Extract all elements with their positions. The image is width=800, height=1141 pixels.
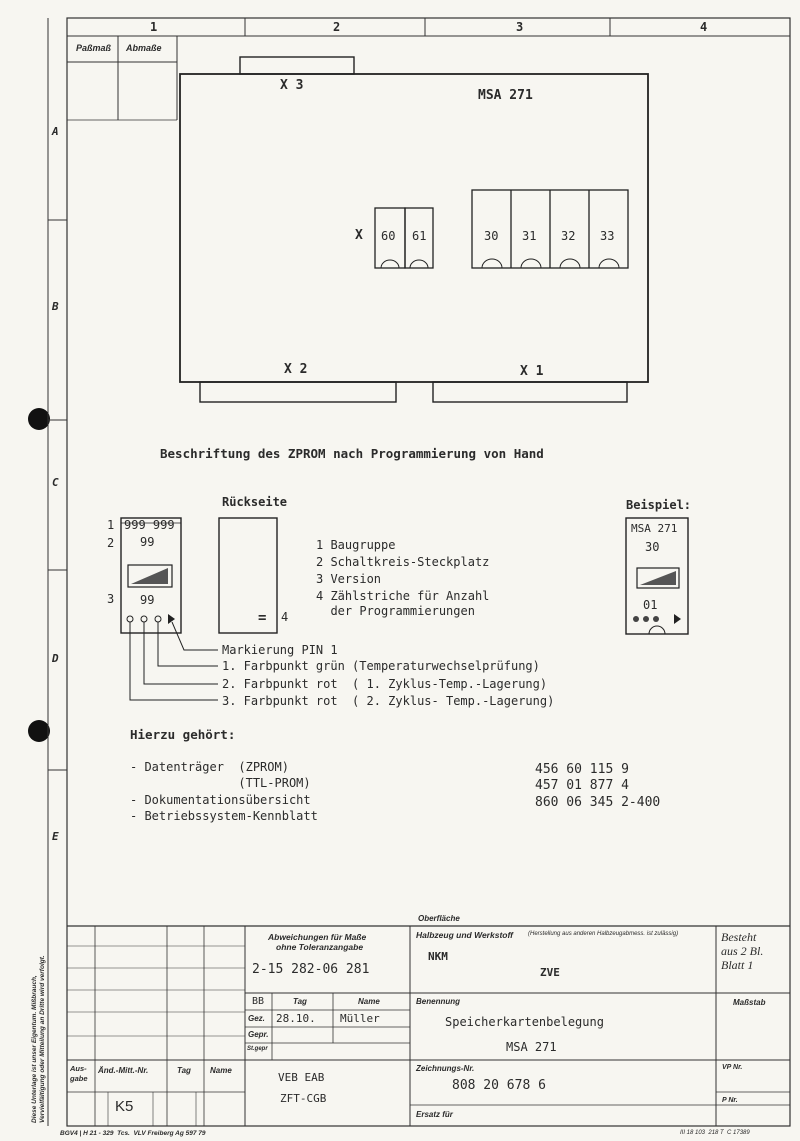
legend-1: 1 Baugruppe xyxy=(316,538,396,552)
vp-label: VP Nr. xyxy=(722,1064,743,1071)
legend-5: der Programmierungen xyxy=(316,604,475,618)
gez-date: 28.10. xyxy=(276,1012,316,1025)
abweichungen-label-2: ohne Toleranzangabe xyxy=(276,942,364,952)
company-line-1: VEB EAB xyxy=(278,1071,325,1084)
besteht-line-1: Besteht xyxy=(721,930,757,944)
marker-3: 3 xyxy=(107,592,115,606)
ausgabe-label-2: gabe xyxy=(70,1074,88,1083)
halbzeug-label: Halbzeug und Werkstoff xyxy=(416,930,513,940)
abweichungen-label-1: Abweichungen für Maße xyxy=(268,932,367,942)
eprom-line-2: 99 xyxy=(140,535,155,549)
rueckseite-mark-num: 4 xyxy=(281,610,289,624)
callout-farbpunkt-2: 2. Farbpunkt rot ( 1. Zyklus-Temp.-Lagerung) xyxy=(222,677,548,691)
row-label-e: E xyxy=(52,830,59,843)
connector-x1: X 1 xyxy=(520,364,544,379)
name2-label: Name xyxy=(210,1066,232,1075)
hierzu-number-1: 456 60 115 9 xyxy=(535,762,629,777)
ausgabe-value: K5 xyxy=(115,1098,134,1115)
company-line-2: ZFT-CGB xyxy=(280,1092,327,1105)
zeichnungs-label: Zeichnungs-Nr. xyxy=(416,1064,475,1073)
beispiel-line-2: 30 xyxy=(645,540,660,554)
column-label-4: 4 xyxy=(700,20,708,34)
benennung-line-1: Speicherkartenbelegung xyxy=(445,1015,604,1029)
socket-group-label: X xyxy=(355,228,363,243)
halbzeug-note: (Herstellung aus anderen Halbzeugabmess. ist zulässig) xyxy=(528,931,679,937)
connector-x3: X 3 xyxy=(280,78,304,93)
eprom-line-1: 999 999 xyxy=(124,518,175,532)
massstab-label: Maßstab xyxy=(733,998,766,1007)
abmasse-header: Abmaße xyxy=(126,43,162,53)
ownership-note: Diese Unterlage ist unser Eigentum. Mißbrauch, Vervielfältigung oder Mitteilung an Dritte wird verfolgt. xyxy=(31,955,46,1123)
besteht-line-2: aus 2 Bl. xyxy=(721,944,764,958)
gez-label: Gez. xyxy=(248,1014,265,1023)
hierzu-title: Hierzu gehört: xyxy=(130,727,236,742)
board-title: MSA 271 xyxy=(478,88,533,103)
ausgabe-label-1: Aus- xyxy=(70,1064,87,1073)
aend-label: Änd.-Mitt.-Nr. xyxy=(98,1066,149,1075)
eprom-line-3: 99 xyxy=(140,593,155,607)
benennung-label: Benennung xyxy=(416,997,460,1006)
column-label-2: 2 xyxy=(333,20,341,34)
benennung-line-2: MSA 271 xyxy=(506,1040,557,1054)
rueckseite-mark: = xyxy=(258,610,267,626)
hierzu-number-3: 860 06 345 2-400 xyxy=(535,795,661,810)
column-label-3: 3 xyxy=(516,20,524,34)
tag2-label: Tag xyxy=(177,1066,191,1075)
socket-30: 30 xyxy=(484,229,499,243)
row-label-c: C xyxy=(52,476,59,489)
connector-x2: X 2 xyxy=(284,362,308,377)
besteht-line-3: Blatt 1 xyxy=(721,958,754,972)
gez-name: Müller xyxy=(340,1012,380,1025)
gepr-label: Gepr. xyxy=(248,1030,269,1039)
hierzu-item-2: (TTL-PROM) xyxy=(130,776,311,790)
hierzu-item-4: - Betriebssystem-Kennblatt xyxy=(130,809,318,823)
socket-61: 61 xyxy=(412,229,427,243)
marker-2: 2 xyxy=(107,536,115,550)
rueckseite-label: Rückseite xyxy=(222,495,288,509)
marker-1: 1 xyxy=(107,518,115,532)
section-heading: Beschriftung des ZPROM nach Programmierung von Hand xyxy=(160,446,544,461)
material-2: ZVE xyxy=(540,966,560,979)
hierzu-item-3: - Dokumentationsübersicht xyxy=(130,793,311,807)
tolerance-number: 2-15 282-06 281 xyxy=(252,962,370,977)
beispiel-line-1: MSA 271 xyxy=(631,522,678,535)
beispiel-line-3: 01 xyxy=(643,598,658,612)
stgepr-label: St.gepr xyxy=(247,1046,268,1052)
name-label: Name xyxy=(358,997,380,1006)
legend-4: 4 Zählstriche für Anzahl xyxy=(316,589,490,603)
socket-32: 32 xyxy=(561,229,576,243)
column-label-1: 1 xyxy=(150,20,158,34)
hierzu-item-1: - Datenträger (ZPROM) xyxy=(130,760,289,774)
callout-farbpunkt-1: 1. Farbpunkt grün (Temperaturwechselprüfung) xyxy=(222,659,540,673)
socket-33: 33 xyxy=(600,229,615,243)
tag-label: Tag xyxy=(293,997,307,1006)
callout-farbpunkt-3: 3. Farbpunkt rot ( 2. Zyklus- Temp.-Lagerung) xyxy=(222,694,555,708)
socket-31: 31 xyxy=(522,229,537,243)
oberflaeche-label: Oberfläche xyxy=(418,914,460,923)
legend-2: 2 Schaltkreis-Steckplatz xyxy=(316,555,490,569)
material-1: NKM xyxy=(428,950,448,963)
passmass-header: Paßmaß xyxy=(76,43,112,53)
hierzu-number-2: 457 01 877 4 xyxy=(535,778,629,793)
legend-3: 3 Version xyxy=(316,572,382,586)
beispiel-label: Beispiel: xyxy=(626,498,692,512)
socket-60: 60 xyxy=(381,229,396,243)
p-label: P Nr. xyxy=(722,1097,738,1104)
callout-pin1: Markierung PIN 1 xyxy=(222,643,338,657)
zeichnungs-number: 808 20 678 6 xyxy=(452,1078,546,1093)
footer-left: BGV4 | H 21 - 329 Tcs. VLV Freiberg Ag 597 79 xyxy=(60,1130,206,1137)
footer-right: III 18 103 218 T C 17389 xyxy=(680,1130,750,1136)
bb-label: BB xyxy=(252,996,265,1007)
row-label-a: A xyxy=(52,125,59,138)
ersatz-label: Ersatz für xyxy=(416,1110,453,1119)
row-label-d: D xyxy=(52,652,59,665)
row-label-b: B xyxy=(52,300,59,313)
